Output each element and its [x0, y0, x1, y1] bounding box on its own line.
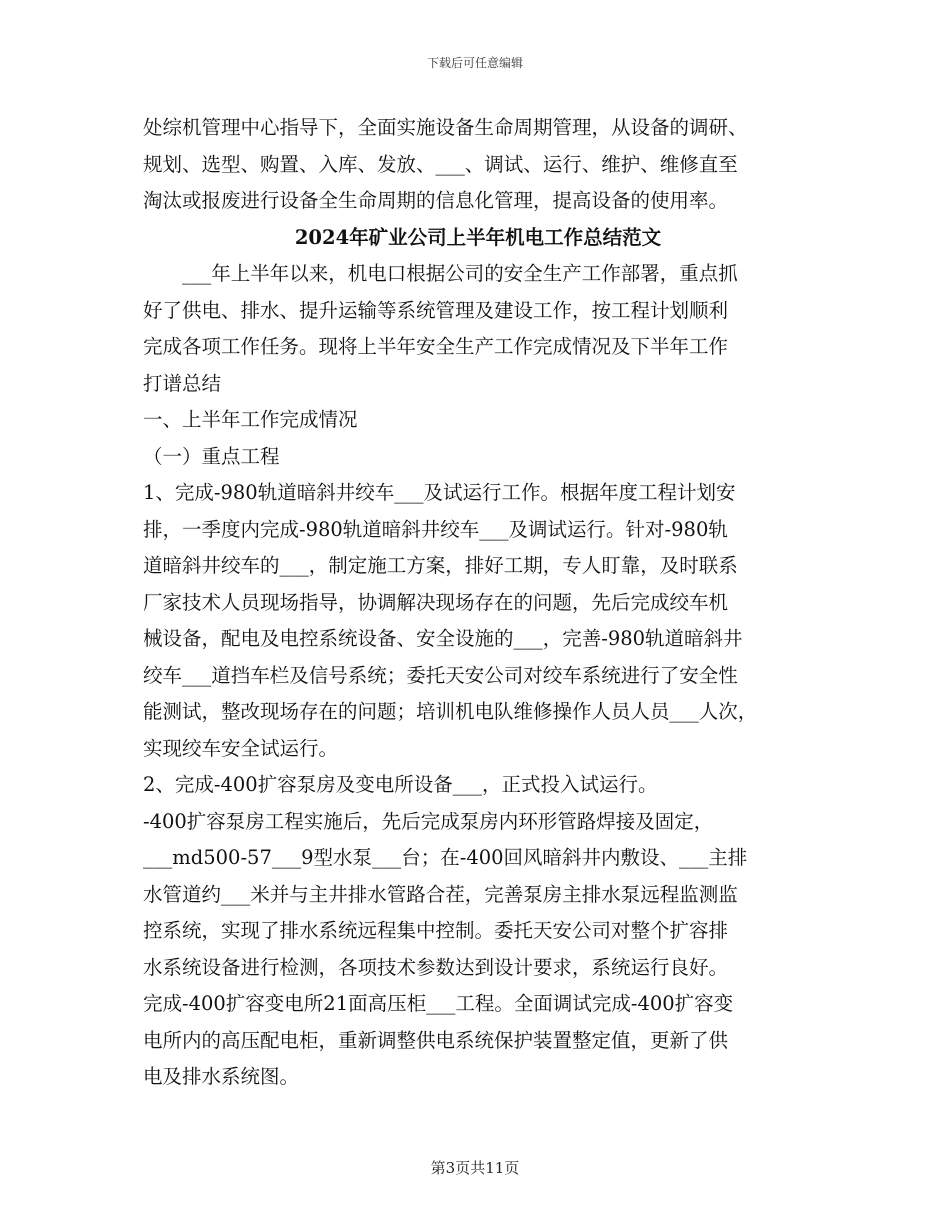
page-header: 下载后可任意编辑	[426, 56, 523, 70]
text-line: 实现绞车安全试运行。	[143, 736, 339, 760]
section-heading: 一、上半年工作完成情况	[143, 408, 358, 431]
text-line: 绞车___道挡车栏及信号系统；委托天安公司对绞车系统进行了安全性	[143, 663, 738, 687]
text-line: ___年上半年以来，机电口根据公司的安全生产工作部署，重点抓	[143, 262, 738, 285]
page-footer: 第3页共11页	[430, 1159, 520, 1177]
document-title: 2024年矿业公司上半年机电工作总结范文	[294, 225, 662, 249]
text-line: 排，一季度内完成-980轨道暗斜井绞车___及调试运行。针对-980轨	[143, 517, 728, 541]
text-line: 能测试，整改现场存在的问题；培训机电队维修操作人员人员___人次，	[143, 700, 758, 723]
text-line: 厂家技术人员现场指导，协调解决现场存在的问题，先后完成绞车机	[143, 590, 729, 614]
text-line: 电所内的高压配电柜，重新调整供电系统保护装置整定值，更新了供	[143, 1028, 729, 1052]
text-line: 1、完成-980轨道暗斜井绞车___及试运行工作。根据年度工程计划安	[143, 481, 736, 504]
text-line: 规划、选型、购置、入库、发放、___、调试、运行、维护、维修直至	[143, 152, 738, 176]
text-line: 械设备，配电及电控系统设备、安全设施的___，完善-980轨道暗斜井	[143, 627, 743, 650]
text-line: -400扩容泵房工程实施后，先后完成泵房内环形管路焊接及固定，	[143, 809, 714, 833]
text-line: 控系统，实现了排水系统远程集中控制。委托天安公司对整个扩容排	[143, 919, 729, 942]
text-line: 淘汰或报废进行设备全生命周期的信息化管理，提高设备的使用率。	[143, 189, 729, 212]
text-line: ___md500-57___9型水泵___台；在-400回风暗斜井内敷设、___主排	[143, 846, 748, 869]
text-line: 处综机管理中心指导下，全面实施设备生命周期管理，从设备的调研、	[143, 116, 748, 139]
text-line: 水管道约___米并与主井排水管路合茬，完善泵房主排水泵远程监测监	[143, 882, 738, 906]
text-line: 2、完成-400扩容泵房及变电所设备___，正式投入试运行。	[143, 773, 658, 796]
document-body	[143, 110, 813, 1096]
text-line: 打谱总结	[143, 371, 222, 395]
subsection-heading: （一）重点工程	[143, 444, 280, 468]
text-line: 道暗斜井绞车的___，制定施工方案，排好工期，专人盯靠，及时联系	[143, 554, 738, 577]
text-line: 电及排水系统图。	[143, 1065, 300, 1088]
text-line: 水系统设备进行检测，各项技术参数达到设计要求，系统运行良好。	[143, 955, 729, 979]
text-line: 完成-400扩容变电所21面高压柜___工程。全面调试完成-400扩容变	[143, 992, 734, 1015]
text-line: 好了供电、排水、提升运输等系统管理及建设工作，按工程计划顺利	[143, 298, 729, 322]
text-line: 完成各项工作任务。现将上半年安全生产工作完成情况及下半年工作	[143, 335, 729, 358]
